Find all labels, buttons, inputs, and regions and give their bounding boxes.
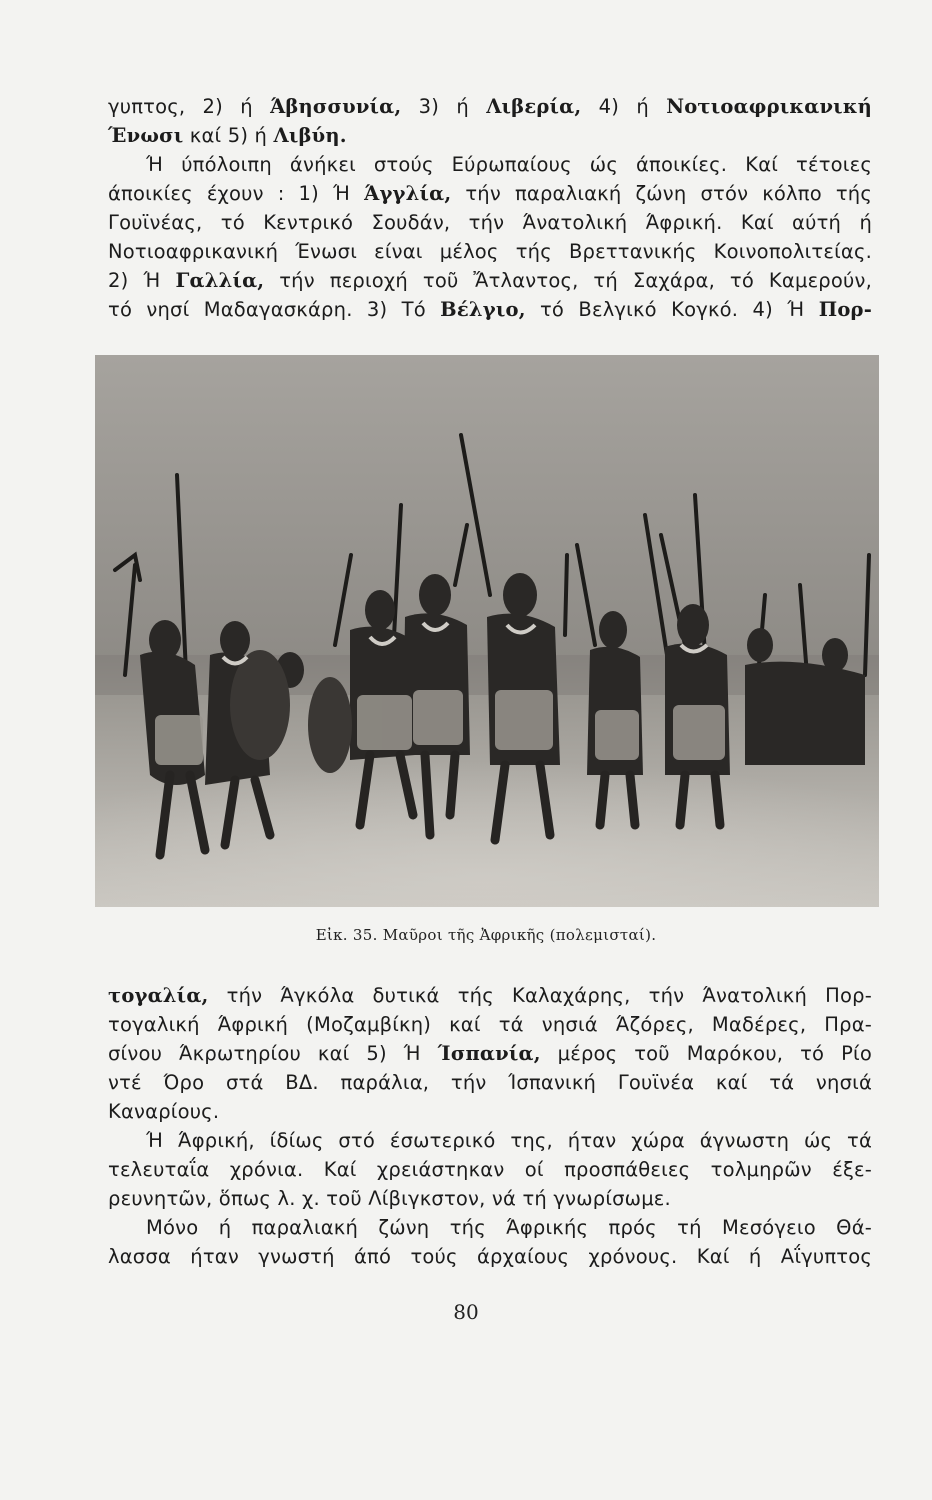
text-line: τό νησί Μαδαγασκάρη. 3) Τό Βέλγιο, τό Βελγικό Κογκό. 4) Ή Πορ- [108,298,872,321]
text-line: άποικίες έχουν : 1) Ή Άγγλία, τήν παραλιακή ζώνη στόν κόλπο τής [108,182,872,205]
text-line: Ένωσι καί 5) ή Λιβύη. [108,124,347,147]
text-line: τογαλία, τήν Άγκόλα δυτικά τής Καλαχάρης, τήν Άνατολική Πορ- [108,984,872,1007]
text-line: Μόνο ή παραλιακή ζώνη τής Άφρικής πρός τή Μεσόγειο Θά- [146,1216,872,1239]
bold-term: Λιβύη. [273,124,347,147]
bold-term: Άβησσυνία, [270,95,402,118]
photo-illustration [95,355,879,907]
bottom-paragraph-block [108,981,872,1271]
bold-term: Άγγλία, [364,182,452,205]
text-line: λασσα ήταν γνωστή άπό τούς άρχαίους χρόνους. Καί ή Αΐγυπτος [108,1245,872,1268]
bold-term: Νοτιοαφρικανική [666,95,873,118]
bold-term: Γαλλία, [175,269,265,292]
text-line: 2) Ή Γαλλία, τήν περιοχή τοῦ Ἄτλαντος, τή Σαχάρα, τό Καμερούν, [108,269,872,292]
figure-caption: Εἰκ. 35. Μαῦροι τῆς Ἀφρικῆς (πολεμισταί). [315,926,657,944]
text-line: σίνου Άκρωτηρίου καί 5) Ή Ίσπανία, μέρος τοῦ Μαρόκου, τό Ρίο [108,1042,872,1065]
text-line: Ή Άφρική, ίδίως στό έσωτερικό της, ήταν χώρα άγνωστη ώς τά [146,1129,872,1152]
text-line: Καναρίους. [108,1100,220,1123]
text-line: Ή ύπόλοιπη άνήκει στούς Εύρωπαίους ώς άποικίες. Καί τέτοιες [146,153,872,176]
bold-term: Ίσπανία, [437,1042,541,1065]
page-number: 80 [453,1300,479,1324]
text-line: τογαλική Άφρική (Μοζαμβίκη) καί τά νησιά Άζόρες, Μαδέρες, Πρα- [108,1013,872,1036]
bold-term: τογαλία, [108,984,209,1007]
text-line: τελευταΐα χρόνια. Καί χρειάστηκαν οί προσπάθειες τολμηρῶν έξε- [108,1158,872,1181]
bold-term: Λιβερία, [486,95,582,118]
text-line: ντέ Όρο στά ΒΔ. παράλια, τήν Ίσπανική Γουϊνέα καί τά νησιά [108,1071,872,1094]
text-line: ρευνητῶν, ὅπως λ. χ. τοῦ Λίβιγκστον, νά τή γνωρίσωμε. [108,1187,671,1210]
bold-term: Βέλγιο, [440,298,526,321]
bold-term: Πορ- [818,298,872,321]
text-line: Νοτιοαφρικανική Ένωσι είναι μέλος τής Βρεττανικής Κοινοπολιτείας. [108,240,872,263]
warriors-photograph [95,355,879,907]
bold-term: Ένωσι [108,124,184,147]
text-line: Γουϊνέας, τό Κεντρικό Σουδάν, τήν Άνατολική Άφρική. Καί αύτή ή [108,211,872,234]
top-paragraph-block [108,92,872,324]
text-line: γυπτος, 2) ή Άβησσυνία, 3) ή Λιβερία, 4) ή Νοτιοαφρικανική [108,95,873,118]
